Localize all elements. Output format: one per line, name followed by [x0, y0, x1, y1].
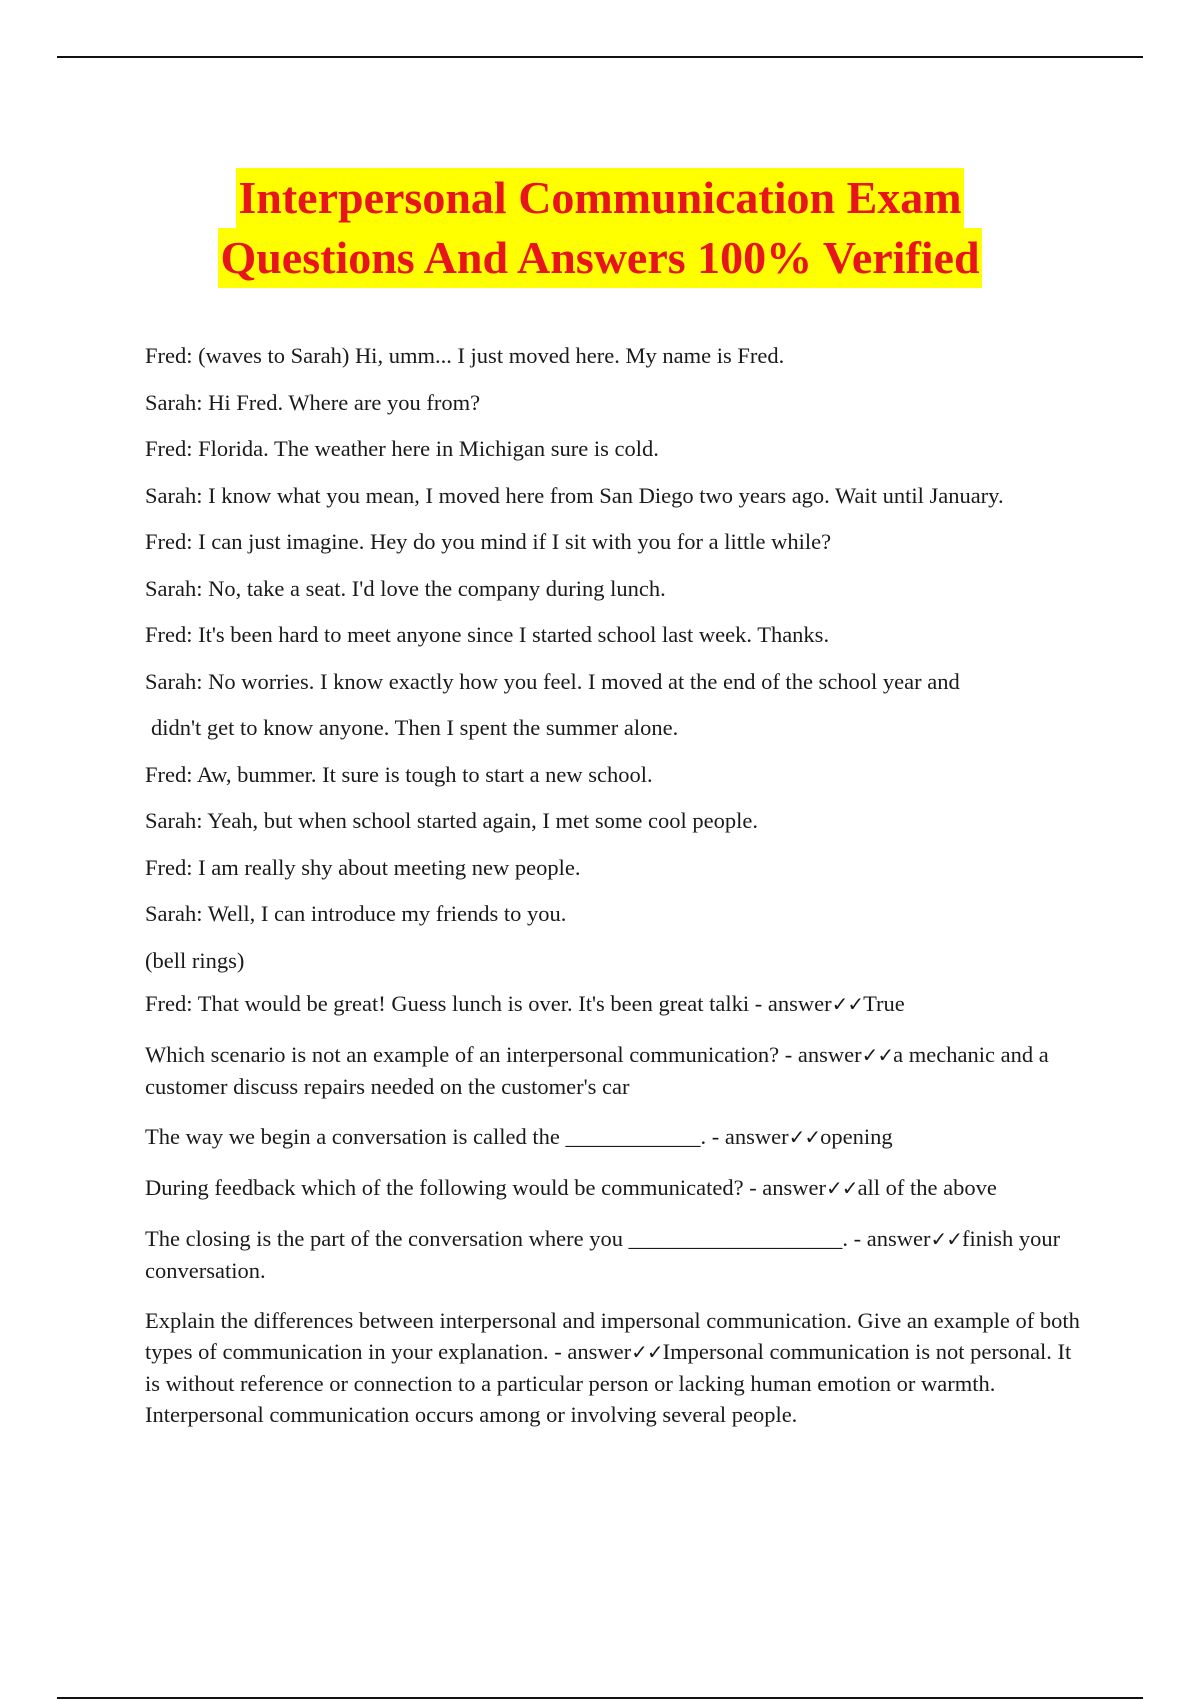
qa-item [145, 1172, 1090, 1204]
document-body [145, 333, 1090, 1430]
dialogue-line: Fred: Aw, bummer. It sure is tough to start a new school. [145, 761, 653, 787]
double-check-icon: ✓✓ [831, 992, 864, 1016]
qa-item [145, 1039, 1090, 1102]
title-line-1: Interpersonal Communication Exam [236, 168, 963, 228]
double-check-icon: ✓✓ [930, 1227, 962, 1251]
dialogue-line: Fred: (waves to Sarah) Hi, umm... I just moved here. My name is Fred. [145, 343, 785, 368]
dialogue-line: didn't get to know anyone. Then I spent the summer alone. [151, 715, 679, 740]
double-check-icon: ✓✓ [861, 1043, 894, 1067]
double-check-icon: ✓✓ [788, 1125, 821, 1149]
dialogue-line: Fred: I am really shy about meeting new people. [145, 854, 581, 880]
qa-item [145, 988, 1090, 1020]
qa-question: The way we begin a conversation is called the ____________. - answer [145, 1124, 789, 1149]
qa-question: Explain the differences between interpersonal and impersonal communication. Give an example of both types of communication in your explanation. - answer [145, 1308, 1080, 1364]
bottom-rule [57, 1697, 1143, 1699]
qa-answer: opening [820, 1124, 893, 1149]
dialogue-line: (bell rings) [145, 947, 245, 973]
qa-question: The closing is the part of the conversation where you ___________________. - answer [145, 1226, 931, 1251]
dialogue-line: Fred: Florida. The weather here in Michigan sure is cold. [145, 436, 659, 461]
dialogue-line: Sarah: Yeah, but when school started again, I met some cool people. [145, 808, 758, 833]
qa-question: During feedback which of the following would be communicated? - answer [145, 1175, 827, 1200]
qa-question: Which scenario is not an example of an interpersonal communication? - answer [145, 1042, 862, 1067]
dialogue-line: Sarah: No worries. I know exactly how you feel. I moved at the end of the school year and [145, 668, 960, 694]
qa-answer: True [863, 991, 905, 1016]
dialogue-line: Sarah: Well, I can introduce my friends to you. [145, 901, 567, 926]
dialogue-line: Sarah: I know what you mean, I moved here from San Diego two years ago. Wait until January. [145, 482, 1004, 508]
qa-question: Fred: That would be great! Guess lunch is over. It's been great talki - answer [145, 991, 832, 1016]
qa-item [145, 1305, 1090, 1430]
qa-answer: Impersonal communication is not personal. It is without reference or connection to a particular person or lacking human emotion or warmth. Interpersonal communication occurs among or involving several people. [145, 1339, 1072, 1427]
qa-item [145, 1121, 1090, 1153]
title-line-2: Questions And Answers 100% Verified [218, 228, 981, 288]
top-rule [57, 56, 1143, 58]
qa-answer: a mechanic and a customer discuss repairs needed on the customer's car [145, 1042, 1049, 1099]
qa-answer: finish your conversation. [145, 1226, 1061, 1283]
dialogue-block [145, 333, 1090, 984]
double-check-icon: ✓✓ [826, 1176, 858, 1200]
dialogue-line: Sarah: No, take a seat. I'd love the company during lunch. [145, 575, 666, 601]
double-check-icon: ✓✓ [631, 1340, 663, 1364]
dialogue-line: Fred: I can just imagine. Hey do you mind if I sit with you for a little while? [145, 529, 832, 554]
dialogue-line: Fred: It's been hard to meet anyone since I started school last week. Thanks. [145, 622, 830, 647]
qa-answer: all of the above [857, 1175, 997, 1200]
qa-block [145, 988, 1090, 1430]
qa-item [145, 1223, 1090, 1286]
document-title [0, 168, 1200, 288]
dialogue-line: Sarah: Hi Fred. Where are you from? [145, 389, 481, 415]
